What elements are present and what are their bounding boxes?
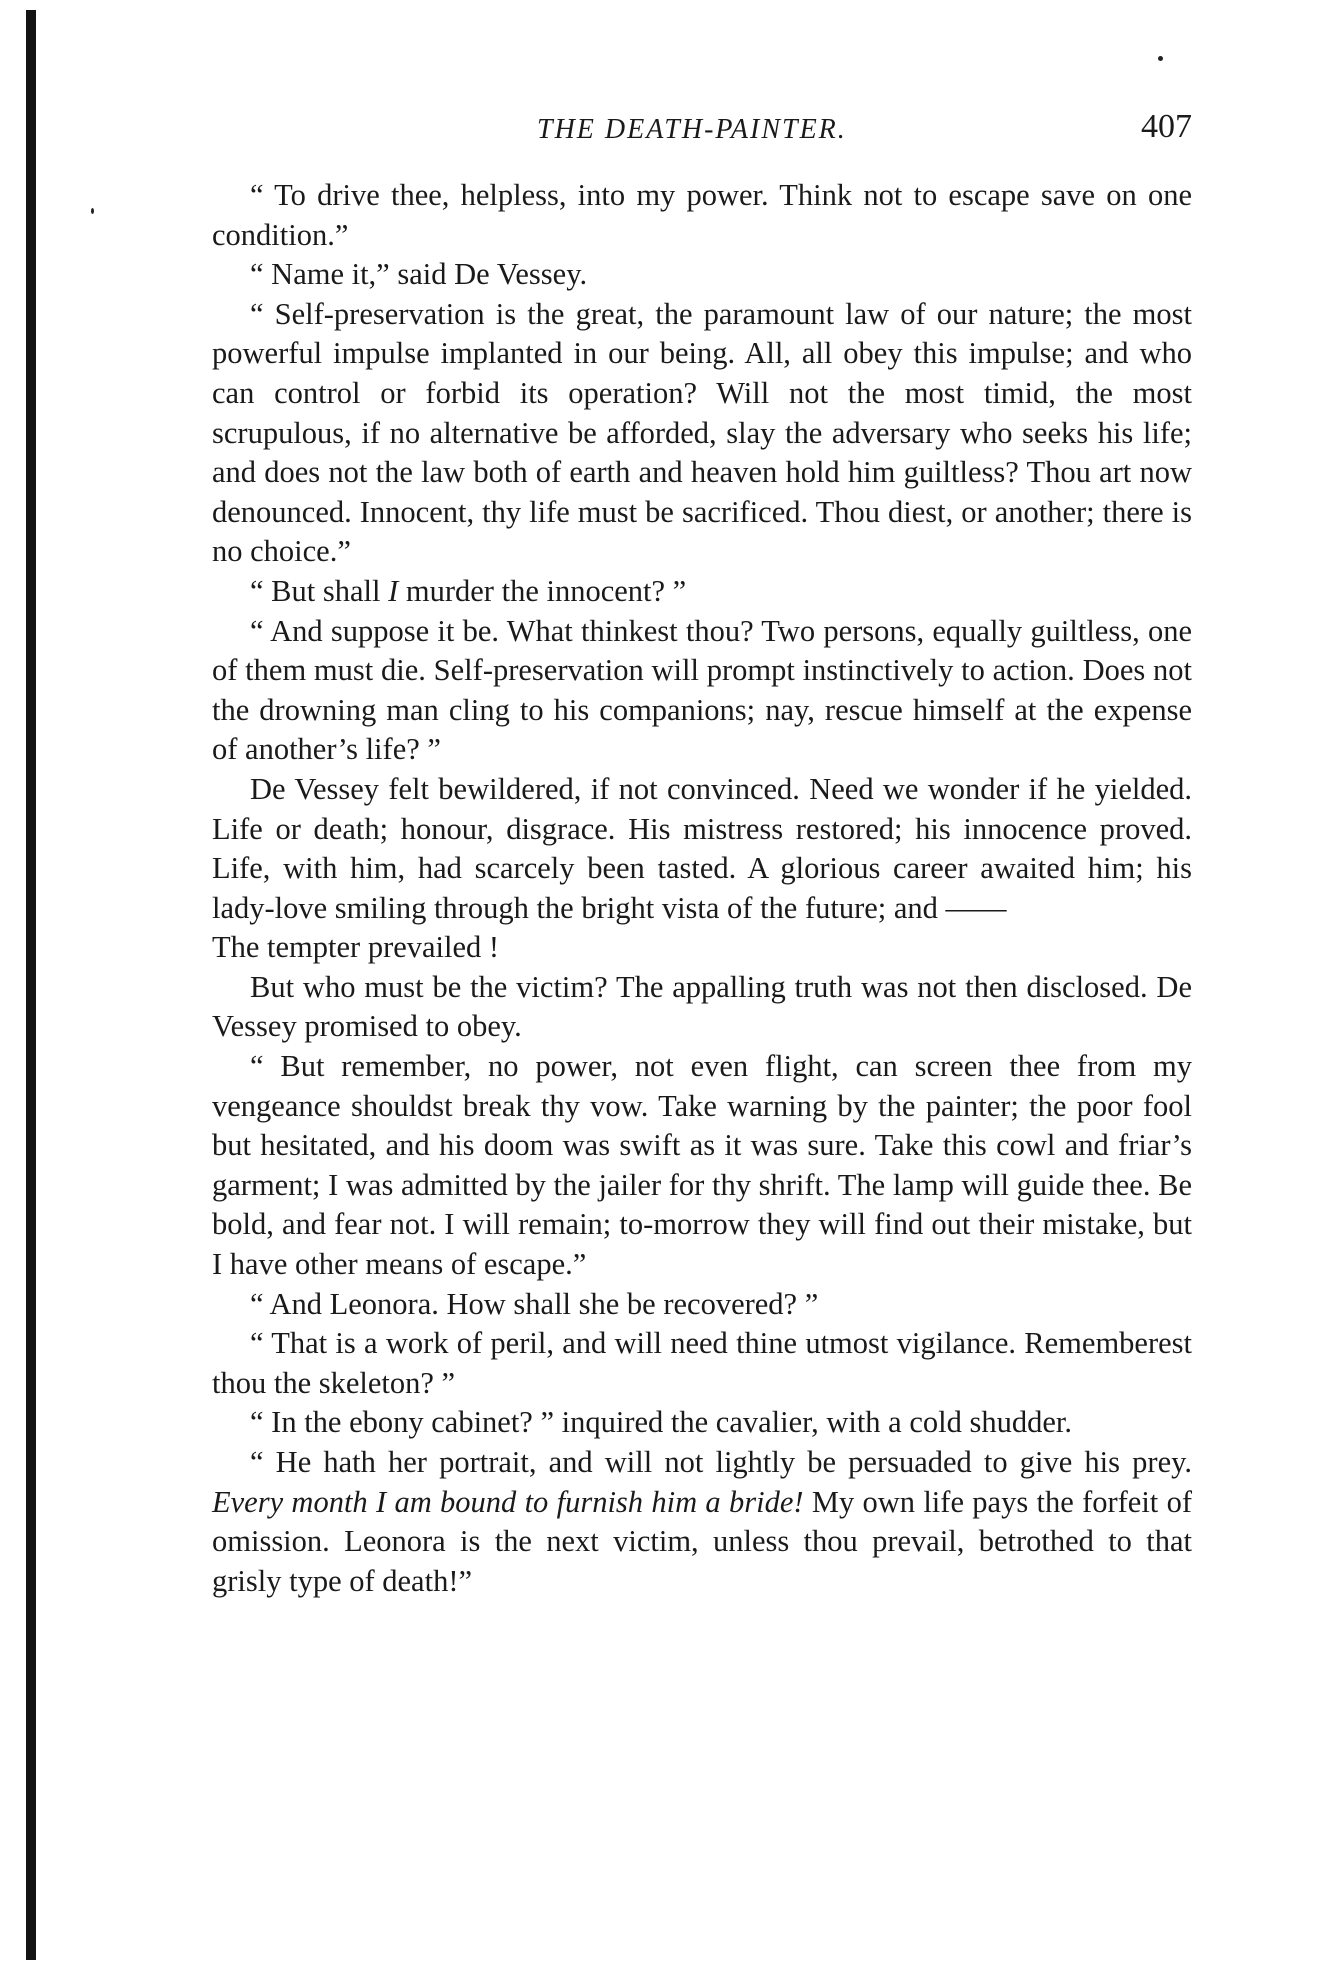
paragraph: “ That is a work of peril, and will need thine utmost vigilance. Rememberest thou the skeleton? ” bbox=[212, 1326, 1192, 1400]
paragraph: De Vessey felt bewildered, if not convinced. Need we wonder if he yielded. Life or death; honour, disgrace. His mistress restored; his innocence proved. Life, with him, had scarcely been tasted. A glorious career awaited him; his lady-love smiling through the bright vista of the future; and —— bbox=[212, 771, 1192, 925]
book-spine-edge bbox=[26, 10, 36, 1960]
italic-emphasis: I bbox=[388, 573, 399, 608]
paragraph: “ But shall I murder the innocent? ” bbox=[250, 573, 687, 608]
paragraph: “ And Leonora. How shall she be recovered? ” bbox=[250, 1286, 819, 1321]
paragraph: “ But remember, no power, not even flight, can screen thee from my vengeance shouldst break thy vow. Take warning by the painter; the poor fool but hesitated, and his doom was swift as it was sure. Take this cowl and friar’s garment; I was admitted by the jailer for thy shrift. The lamp will guide thee. Be bold, and fear not. I will remain; to-morrow they will find out their mistake, but I have other means of escape.” bbox=[212, 1049, 1192, 1282]
italic-emphasis: Every month I am bound to furnish him a bride! bbox=[212, 1484, 804, 1519]
paragraph: “ And suppose it be. What thinkest thou? Two persons, equally guiltless, one of them must die. Self-preservation will prompt instinctively to action. Does not the drowning man cling to his companions; nay, rescue himself at the expense of another’s life? ” bbox=[212, 613, 1192, 767]
paragraph: “ Name it,” said De Vessey. bbox=[250, 257, 588, 292]
paragraph: “ In the ebony cabinet? ” inquired the cavalier, with a cold shudder. bbox=[250, 1405, 1072, 1440]
body-text bbox=[212, 176, 1192, 1601]
paragraph: The tempter prevailed ! bbox=[212, 930, 500, 965]
paragraph: But who must be the victim? The appalling truth was not then disclosed. De Vessey promised to obey. bbox=[212, 969, 1192, 1044]
paragraph: “ He hath her portrait, and will not lightly be persuaded to give his prey. Every month I am bound to furnish him a bride! My own life pays the forfeit of omission. Leonora is the next victim, unless thou prevail, betrothed to that grisly type of death!” bbox=[212, 1445, 1192, 1598]
page-number: 407 bbox=[1141, 108, 1192, 145]
ink-speck bbox=[91, 208, 94, 214]
page-header bbox=[212, 108, 1192, 160]
running-title: THE DEATH-PAINTER. bbox=[537, 114, 847, 145]
ink-speck bbox=[1158, 56, 1163, 61]
paragraph: “ To drive thee, helpless, into my power. Think not to escape save on one condition.” bbox=[212, 178, 1192, 252]
paragraph: “ Self-preservation is the great, the paramount law of our nature; the most powerful impulse implanted in our being. All, all obey this impulse; and who can control or forbid its operation? Will not the most timid, the most scrupulous, if no alternative be afforded, slay the adversary who seeks his life; and does not the law both of earth and heaven hold him guiltless? Thou art now denounced. Innocent, thy life must be sacrificed. Thou diest, or another; there is no choice.” bbox=[212, 296, 1192, 569]
